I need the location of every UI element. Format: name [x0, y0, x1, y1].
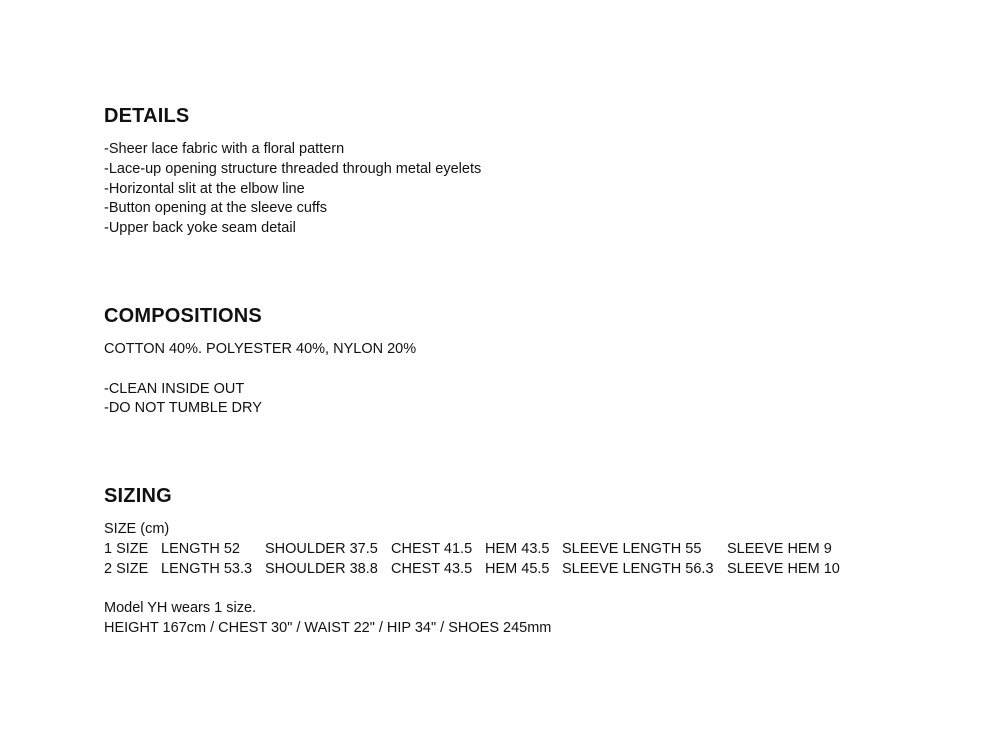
sizing-heading: SIZING: [104, 485, 172, 507]
size-cell: SHOULDER 37.5: [265, 540, 378, 557]
compositions-section: [104, 304, 416, 419]
size-cell: SLEEVE HEM 9: [727, 540, 832, 557]
size-cell: CHEST 43.5: [391, 560, 473, 577]
care-item: -DO NOT TUMBLE DRY: [104, 400, 262, 417]
details-list: [104, 140, 481, 239]
size-cell: LENGTH 53.3: [161, 560, 253, 577]
size-cell: LENGTH 52: [161, 540, 240, 557]
size-unit-label: SIZE (cm): [104, 521, 170, 537]
size-cell: HEM 43.5: [485, 540, 550, 557]
details-item: -Sheer lace fabric with a floral pattern: [104, 141, 345, 157]
size-row-1: [104, 540, 847, 560]
spacer: [104, 360, 416, 380]
details-item: -Horizontal slit at the elbow line: [104, 180, 305, 197]
spacer: [104, 579, 847, 599]
size-cell: 1 SIZE: [104, 540, 149, 557]
model-measurements: HEIGHT 167cm / CHEST 30" / WAIST 22" / HIP 34" / SHOES 245mm: [104, 619, 552, 636]
size-cell: CHEST 41.5: [391, 540, 473, 557]
details-item: -Lace-up opening structure threaded through metal eyelets: [104, 160, 482, 177]
size-cell: HEM 45.5: [485, 560, 550, 577]
size-cell: SLEEVE LENGTH 55: [562, 540, 702, 557]
model-note: Model YH wears 1 size.: [104, 600, 257, 617]
size-cell: 2 SIZE: [104, 560, 149, 577]
sizing-section: [104, 484, 847, 639]
details-item: -Button opening at the sleeve cuffs: [104, 200, 328, 217]
compositions-heading: COMPOSITIONS: [104, 305, 262, 327]
fabric-composition: COTTON 40%. POLYESTER 40%, NYLON 20%: [104, 341, 417, 357]
size-cell: SLEEVE HEM 10: [727, 560, 840, 577]
size-cell: SLEEVE LENGTH 56.3: [562, 560, 714, 577]
compositions-body: [104, 340, 416, 419]
size-row-2: [104, 560, 847, 580]
details-section: [104, 104, 481, 239]
care-item: -CLEAN INSIDE OUT: [104, 380, 245, 397]
details-item: -Upper back yoke seam detail: [104, 220, 296, 237]
details-heading: DETAILS: [104, 105, 190, 127]
size-cell: SHOULDER 38.8: [265, 560, 378, 577]
sizing-body: [104, 520, 847, 639]
